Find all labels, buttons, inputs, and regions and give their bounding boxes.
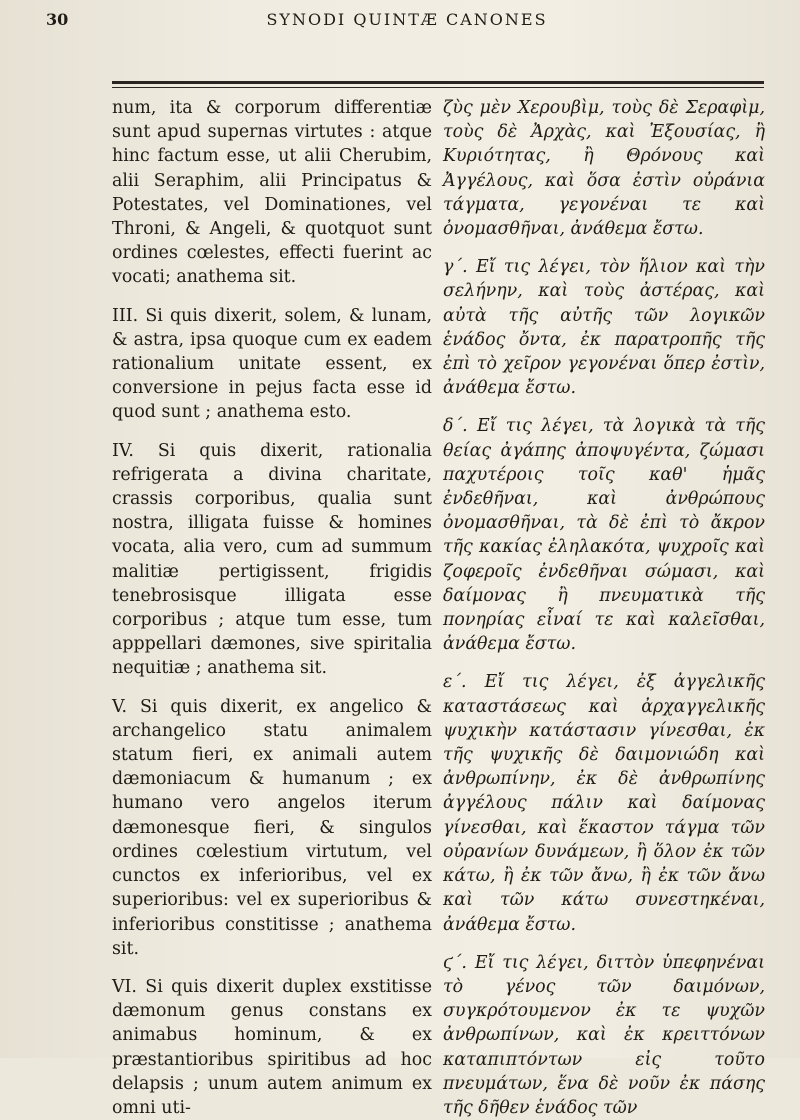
greek-canon-5: ε΄. Εἴ τις λέγει, ἐξ ἀγγελικῆς καταστάσεως καὶ ἀρχαγγελικῆς ψυχικὴν κατάστασιν γίνεσθαι, ἐκ τῆς ψυχικῆς δὲ δαιμονιώδη καὶ ἀνθρωπίνην, ἐκ δὲ ἀνθρωπίνης ἀγγέλους πάλιν καὶ δαίμονας γίνεσθαι, καὶ ἕκαστον τάγμα τῶν οὐρανίων δυνάμεων, ἢ ὅλον ἐκ τῶν κάτω, ἢ ἐκ τῶν ἄνω, ἢ ἐκ τῶν ἄνω καὶ τῶν κάτω συνεστηκέναι, ἀνάθεμα ἔστω. [443, 672, 765, 935]
latin-canon-3: III. Si quis dixerit, solem, & lunam, & astra, ipsa quoque cum ex eadem rationalium unitate essent, ex conversione in pejus facta esse id quod sunt ; anathema esto. [112, 305, 432, 423]
page-header [46, 4, 768, 34]
greek-canon-3: γ΄. Εἴ τις λέγει, τὸν ἥλιον καὶ τὴν σελήνην, καὶ τοὺς ἀστέρας, καὶ αὐτὰ τῆς αὐτῆς τῶν λογικῶν ἑνάδος ὄντα, ἐκ παρατροπῆς τῆς ἐπὶ τὸ χεῖρον γεγονέναι ὅπερ ἐστὶν, ἀνάθεμα ἔστω. [443, 257, 765, 399]
greek-paragraph-continuation: ζὺς μὲν Χερουβὶμ, τοὺς δὲ Σεραφὶμ, τοὺς δὲ Ἀρχὰς, καὶ Ἐξουσίας, ἢ Κυριότητας, ἢ Θρόνους καὶ Ἀγγέλους, καὶ ὅσα ἐστὶν οὐράνια τάγματα, γεγονέναι τε καὶ ὀνομασθῆναι, ἀνάθεμα ἔστω. [443, 98, 765, 240]
latin-canon-4: IV. Si quis dixerit, rationalia refrigerata a divina charitate, crassis corporibus, qualia sunt nostra, illigata fuisse & homines vocata, alia vero, cum ad summum malitiæ pertigissent, frigidis tenebrosisque illigata esse corporibus ; atque tum esse, tum apppellari dæmones, sive spiritalia nequitiæ ; anathema sit. [112, 440, 432, 679]
latin-column [112, 96, 432, 1120]
greek-canon-4: δ΄. Εἴ τις λέγει, τὰ λογικὰ τὰ τῆς θείας ἀγάπης ἀποψυγέντα, ζώμασι παχυτέροις τοῖς καθ' ἡμᾶς ἐνδεθῆναι, καὶ ἀνθρώπους ὀνομασθῆναι, τὰ δὲ ἐπὶ τὸ ἄκρον τῆς κακίας ἐληλακότα, ψυχροῖς καὶ ζοφεροῖς ἐνδεθῆναι σώμασι, καὶ δαίμονας ἢ πνευματικὰ τῆς πονηρίας εἶναί τε καὶ καλεῖσθαι, ἀνάθεμα ἔστω. [443, 416, 765, 655]
greek-canon-6: ϛ΄. Εἴ τις λέγει, διττὸν ὑπεφηνέναι τὸ γένος τῶν δαιμόνων, συγκρότουμενον ἐκ τε ψυχῶν ἀνθρωπίνων, καὶ ἐκ κρειττόνων καταπιπτόντων εἰς τοῦτο πνευμάτων, ἕνα δὲ νοῦν ἐκ πάσης τῆς δῆθεν ἑνάδος τῶν [443, 952, 765, 1118]
header-rule [112, 81, 764, 84]
latin-paragraph-continuation: num, ita & corporum differentiæ sunt apud supernas virtutes : atque hinc factum esse, ut alii Cherubim, alii Seraphim, alii Principatus & Potestates, vel Dominationes, vel Throni, & Angeli, & quotquot sunt ordines cœlestes, effecti fuerint ac vocati; anathema sit. [112, 98, 432, 288]
header-rule-thin [112, 87, 764, 88]
page-number: 30 [46, 10, 69, 29]
latin-canon-6: VI. Si quis dixerit duplex exstitisse dæmonum genus constans ex animabus hominum, & ex præstantioribus spiritibus ad hoc delapsis ; unum autem animum ex omni uti- [112, 976, 432, 1118]
running-title: SYNODI QUINTÆ CANONES [266, 10, 548, 29]
greek-column [443, 96, 765, 1120]
latin-canon-5: V. Si quis dixerit, ex angelico & archangelico statu animalem statum fieri, ex animali autem dæmoniacum & humanum ; ex humano vero angelos iterum dæmonesque fieri, & singulos ordines cœlestium virtutum, vel cunctos ex inferioribus, vel ex superioribus: vel ex superioribus & inferioribus constitisse ; anathema sit. [112, 696, 432, 959]
